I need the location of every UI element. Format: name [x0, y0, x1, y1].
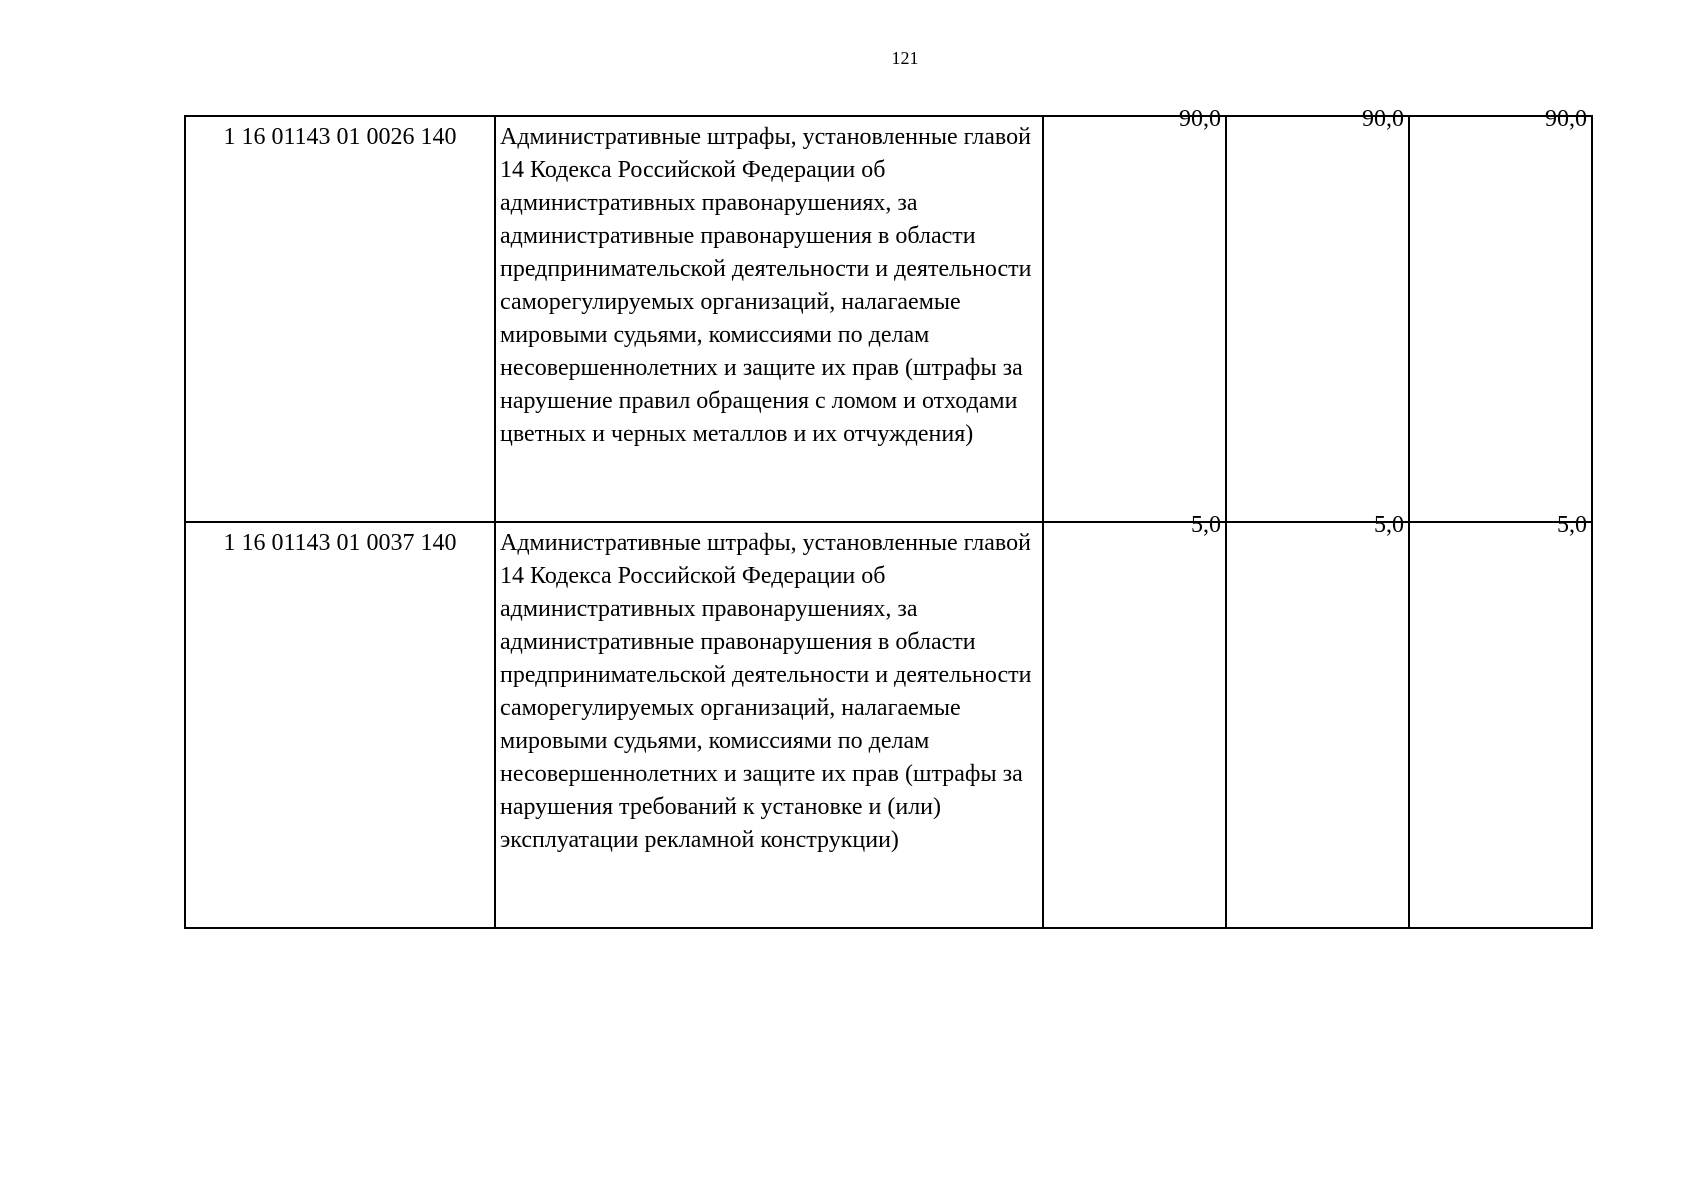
- table-row: [185, 522, 1592, 928]
- value-cell-3: [1409, 106, 1592, 522]
- page-number: 121: [891, 48, 919, 68]
- budget-code-cell: 1 16 01143 01 0026 140: [185, 116, 495, 522]
- value-cell-3: [1409, 512, 1592, 928]
- table-row: [185, 116, 1592, 522]
- value-3: 5,0: [1557, 512, 1587, 538]
- value-1: 90,0: [1179, 106, 1221, 132]
- description-cell: Административные штрафы, установленные главой 14 Кодекса Российской Федерации об административных правонарушениях, за административные правонарушения в области предпринимательской деятельности и деятельности саморегулируемых организаций, налагаемые мировыми судьями, комиссиями по делам несовершеннолетних и защите их прав (штрафы за нарушение правил обращения с ломом и отходами цветных и черных металлов и их отчуждения): [495, 116, 1043, 522]
- value-3: 90,0: [1545, 106, 1587, 132]
- value-cell-2: [1226, 512, 1409, 928]
- value-1: 5,0: [1191, 512, 1221, 538]
- value-cell-1: [1043, 106, 1226, 522]
- value-cell-2: [1226, 106, 1409, 522]
- value-2: 5,0: [1374, 512, 1404, 538]
- description-cell: Административные штрафы, установленные главой 14 Кодекса Российской Федерации об административных правонарушениях, за административные правонарушения в области предпринимательской деятельности и деятельности саморегулируемых организаций, налагаемые мировыми судьями, комиссиями по делам несовершеннолетних и защите их прав (штрафы за нарушения требований к установке и (или) эксплуатации рекламной конструкции): [495, 522, 1043, 928]
- value-2: 90,0: [1362, 106, 1404, 132]
- value-cell-1: [1043, 512, 1226, 928]
- budget-table: [184, 106, 1593, 929]
- budget-code-cell: 1 16 01143 01 0037 140: [185, 522, 495, 928]
